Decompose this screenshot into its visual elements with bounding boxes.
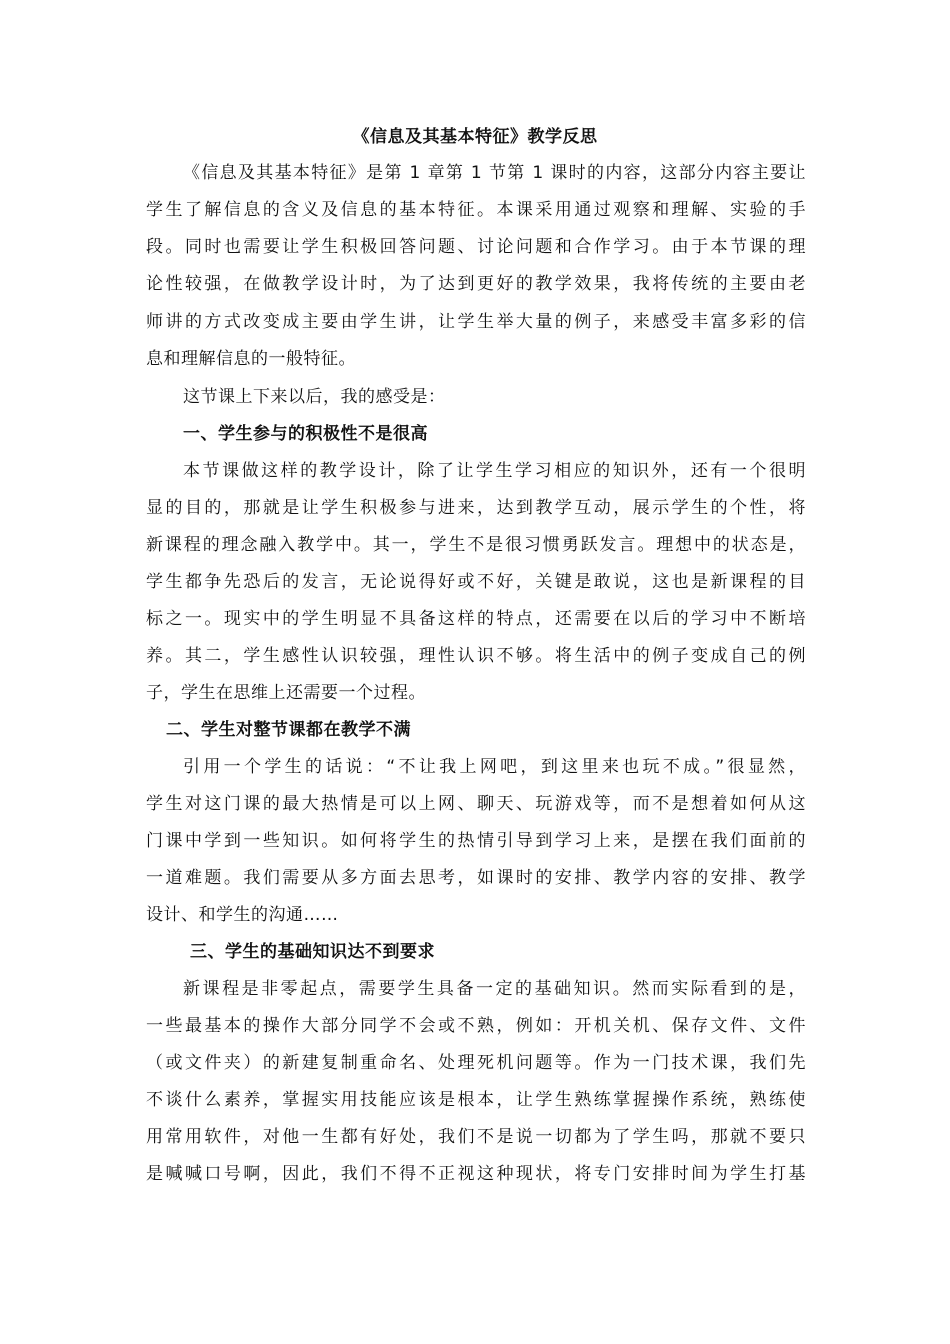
paragraph-line: 学生对这门课的最大热情是可以上网、聊天、玩游戏等，而不是想着如何从这 [146,794,806,814]
paragraph-line: 养。其二，学生感性认识较强，理性认识不够。将生活中的例子变成自己的例 [146,646,806,666]
paragraph-line: 是喊喊口号啊，因此，我们不得不正视这种现状，将专门安排时间为学生打基 [146,1164,806,1184]
paragraph-line: 用常用软件，对他一生都有好处，我们不是说一切都为了学生吗，那就不要只 [146,1127,806,1147]
paragraph-line: 新课程的理念融入教学中。其一，学生不是很习惯勇跃发言。理想中的状态是， [146,535,806,555]
paragraph-line: 门课中学到一些知识。如何将学生的热情引导到学习上来，是摆在我们面前的 [146,831,806,851]
paragraph-line: 息和理解信息的一般特征。 [146,349,356,369]
section-heading-3: 三、学生的基础知识达不到要求 [190,942,435,962]
paragraph-line: 段。同时也需要让学生积极回答问题、讨论问题和合作学习。由于本节课的理 [146,237,806,257]
paragraph-line: 学生了解信息的含义及信息的基本特征。本课采用通过观察和理解、实验的手 [146,200,806,220]
paragraph-line: 论性较强，在做教学设计时，为了达到更好的教学效果，我将传统的主要由老 [146,274,806,294]
paragraph-line: 显的目的，那就是让学生积极参与进来，达到教学互动，展示学生的个性，将 [146,498,806,518]
paragraph-line: 一些最基本的操作大部分同学不会或不熟，例如：开机关机、保存文件、文件 [146,1016,806,1036]
document-title: 《信息及其基本特征》教学反思 [352,127,598,147]
paragraph-line: 标之一。现实中的学生明显不具备这样的特点，还需要在以后的学习中不断培 [146,609,806,629]
paragraph-line: 《信息及其基本特征》是第 1 章第 1 节第 1 课时的内容，这部分内容主要让 [183,163,806,183]
paragraph-line: 学生都争先恐后的发言，无论说得好或不好，关键是敢说，这也是新课程的目 [146,572,806,592]
paragraph-line: 不谈什么素养，掌握实用技能应该是根本，让学生熟练掌握操作系统，熟练使 [146,1090,806,1110]
paragraph-line: 本节课做这样的教学设计，除了让学生学习相应的知识外，还有一个很明 [183,461,806,481]
paragraph-line: 师讲的方式改变成主要由学生讲，让学生举大量的例子，来感受丰富多彩的信 [146,312,806,332]
paragraph-line: 设计、和学生的沟通…… [146,905,339,925]
paragraph-line: 这节课上下来以后，我的感受是： [183,387,446,407]
paragraph-line: 一道难题。我们需要从多方面去思考，如课时的安排、教学内容的安排、教学 [146,868,806,888]
paragraph-line: 新课程是非零起点，需要学生具备一定的基础知识。然而实际看到的是， [183,979,806,999]
paragraph-line: 子，学生在思维上还需要一个过程。 [146,683,426,703]
paragraph-line: （或文件夹）的新建复制重命名、处理死机问题等。作为一门技术课，我们先 [146,1053,806,1073]
section-heading-2: 二、学生对整节课都在教学不满 [166,720,411,740]
paragraph-line: 引用一个学生的话说：“不让我上网吧，到这里来也玩不成。”很显然， [183,757,806,777]
section-heading-1: 一、学生参与的积极性不是很高 [183,424,428,444]
